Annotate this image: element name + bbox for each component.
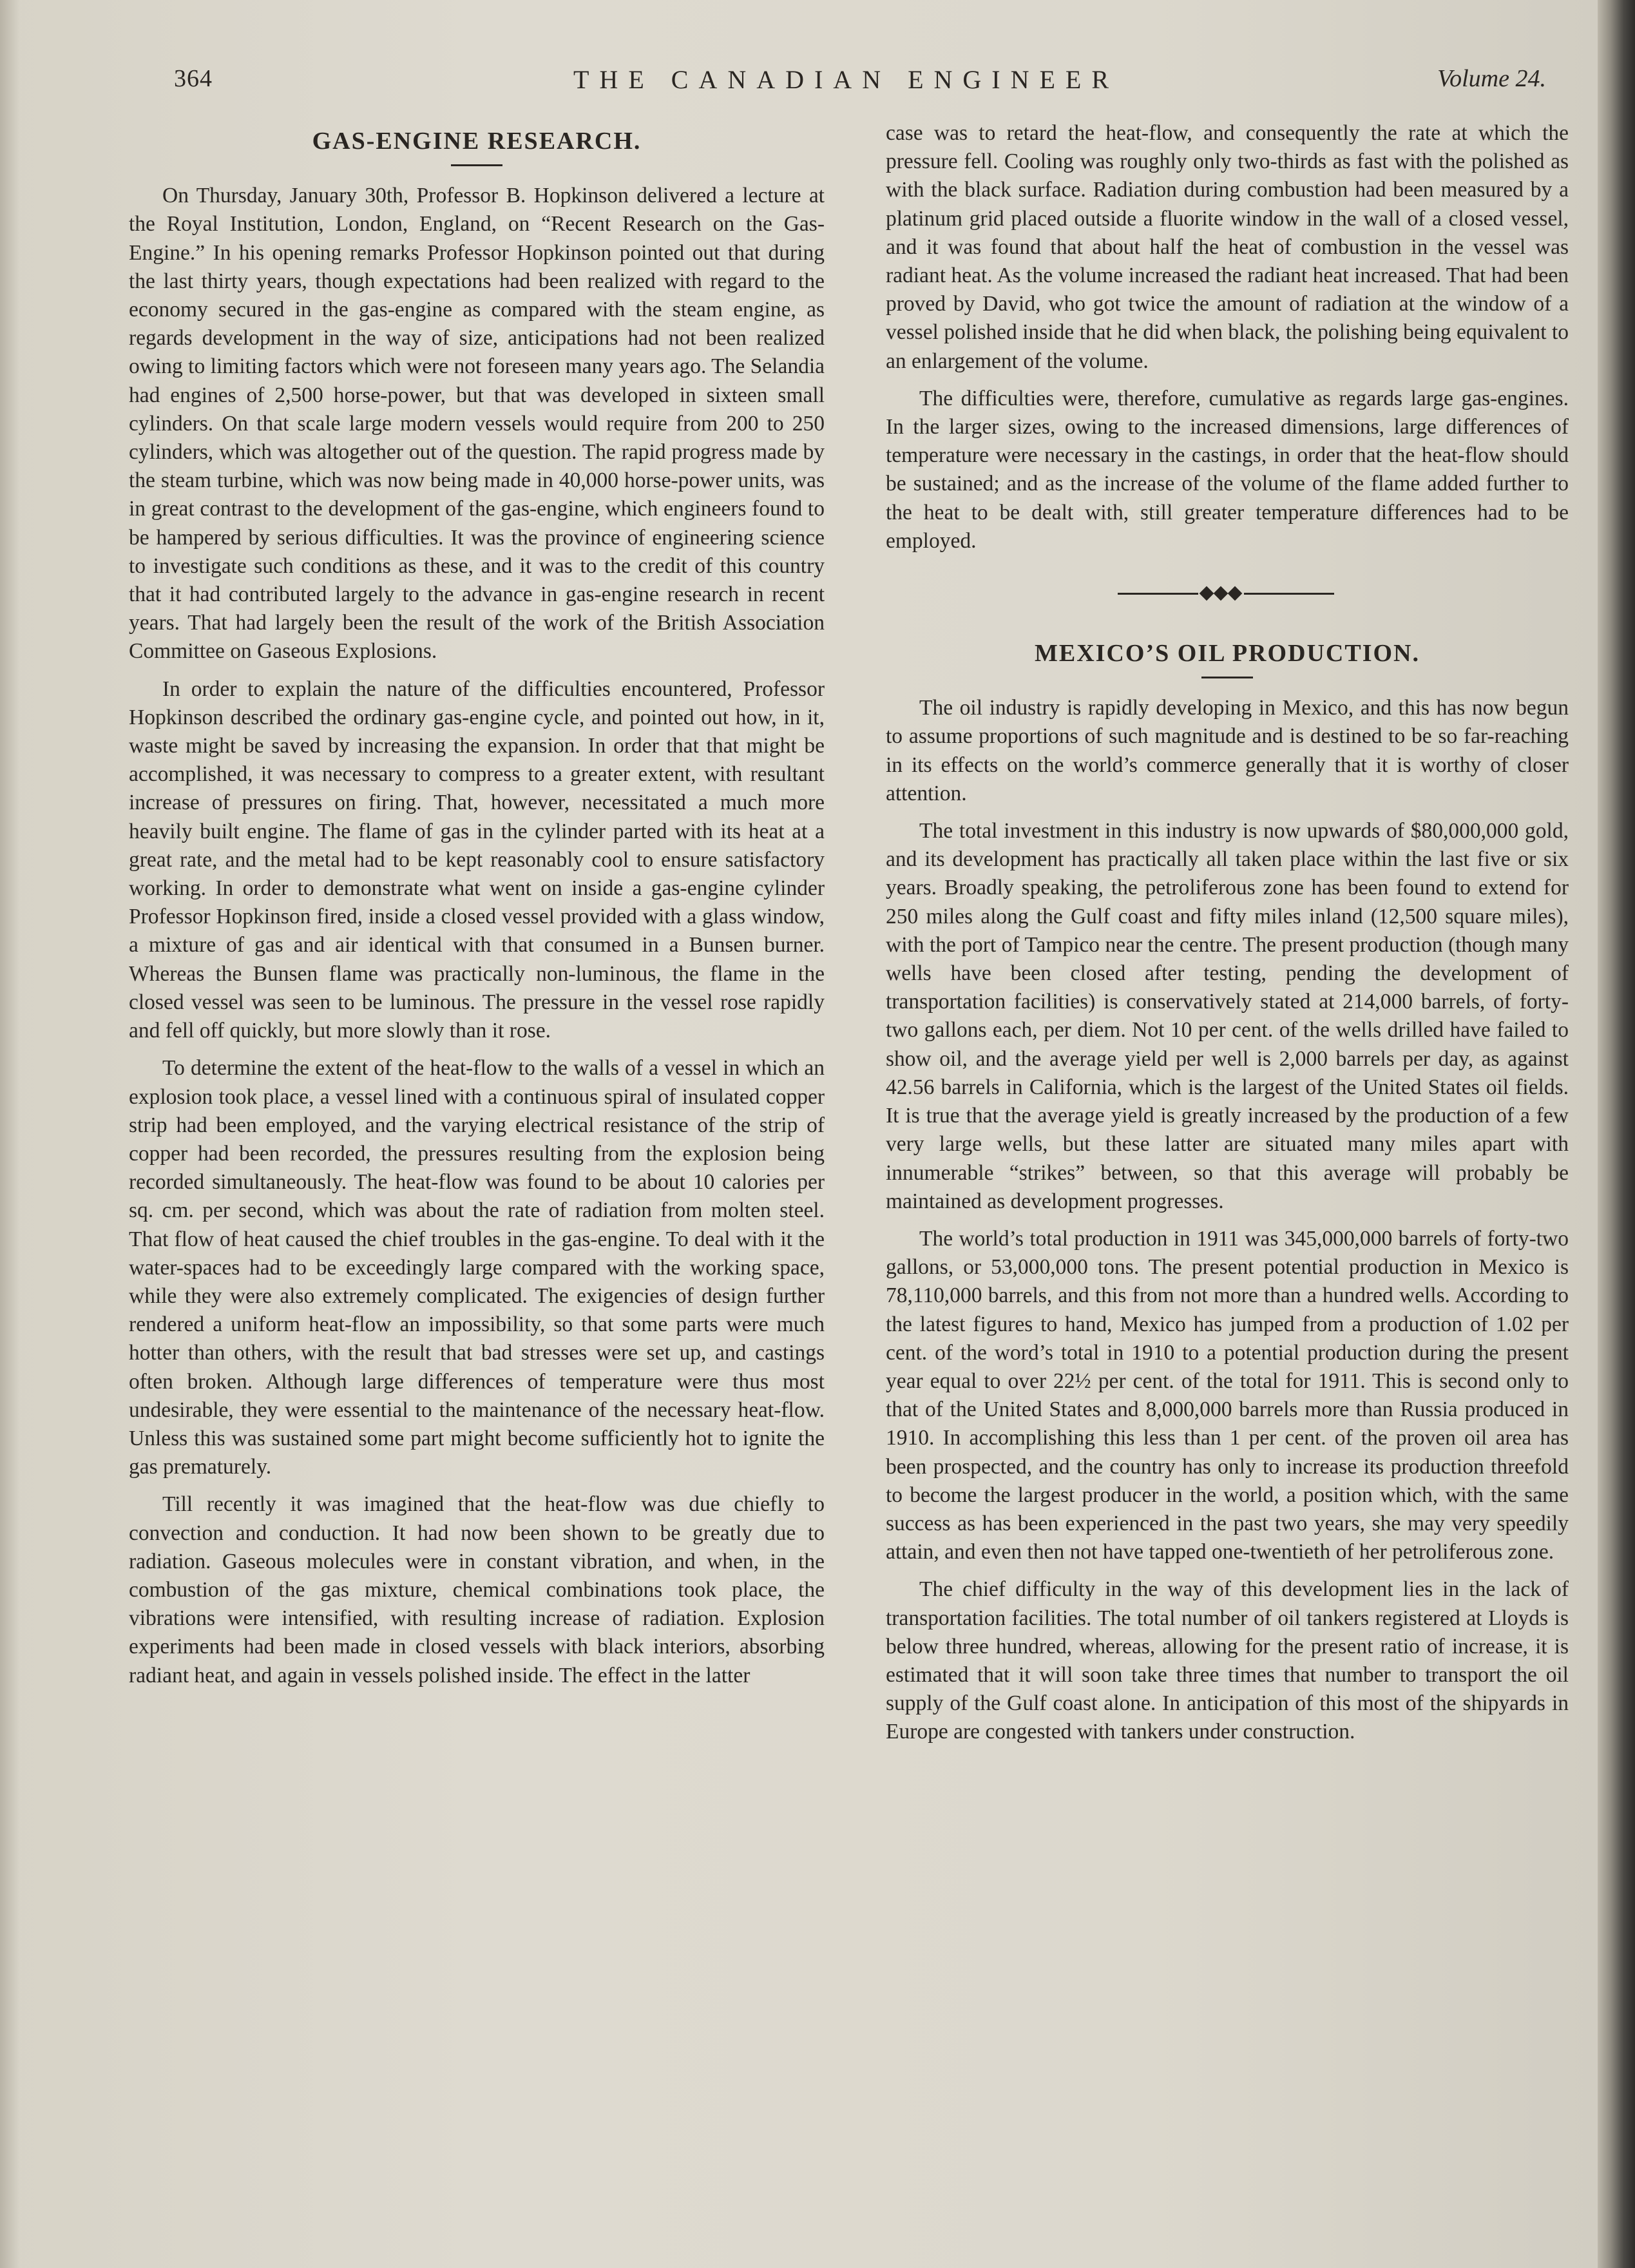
article2-paragraph-1: The oil industry is rapidly developing in Mexico, and this has now begun to assume proportions of such magnitude and is destined to be so far-reaching in its effects on the world’s commerce generally that it is worthy of closer attention. (886, 696, 1569, 805)
article2-paragraph-4: The chief difficulty in the way of this development lies in the lack of transportation facilities. The total number of oil tankers registered at Lloyds is below three hundred, whereas, allowing for the present ratio of increase, it is estimated that it will soon take three times that number to transport the oil supply of the Gulf coast alone. In anticipation of this most of the shipyards in Europe are congested with tankers under construction. (886, 1577, 1569, 1744)
page-edge-shadow (1598, 0, 1635, 2268)
page-number: 364 (174, 65, 213, 92)
title-rule (1201, 677, 1253, 678)
article2-paragraph-3: The world’s total production in 1911 was 345,000,000 barrels of forty-two gallons, or 53,000,000 tons. The present potential production in Mexico is 78,110,000 barrels, and this from not more than a hundred wells. According to the latest figures to hand, Mexico has jumped from a production of 1.02 per cent. of the word’s total in 1910 to a potential production during the present year equal to over 22½ per cent. of the total for 1911. This is second only to that of the United States and 8,000,000 barrels more than Russia produced in 1910. In accomplishing this less than 1 per cent. of the proven oil area has been prospected, and the country has only to increase its production threefold to become the largest producer in the world, a position which, with the same success as has been experienced in the past two years, she may very speedily attain, and even then not have tapped one-twentieth of her petroliferous zone. (886, 1226, 1569, 1564)
article1-continuation-2: The difficulties were, therefore, cumulative as regards large gas-engines. In the larger sizes, owing to the increased dimensions, large differences of temperature were necessary in the castings, in order that the heat-flow should be sustained; and as the increase of the volume of the flame added further to the heat to be dealt with, still greater temperature differences had to be employed. (886, 386, 1569, 553)
section-divider-ornament (886, 581, 1569, 607)
article1-paragraph-4: Till recently it was imagined that the heat-flow was due chiefly to convection and conduction. It had now been shown to be greatly due to radiation. Gaseous molecules were in constant vibration, and when, in the combustion of the gas mixture, chemical combinations took place, the vibrations were intensified, with resulting increase of radiation. Explosion experiments had been made in closed vessels with black interiors, absorbing radiant heat, and again in vessels polished inside. The effect in the latter (129, 1492, 825, 1687)
running-header (174, 64, 1546, 103)
article1-paragraph-1: On Thursday, January 30th, Professor B. Hopkinson delivered a lecture at the Royal Institution, London, England, on “Recent Research on the Gas-Engine.” In his opening remarks Professor Hopkinson pointed out that during the last thirty years, though expectations had been realized with regard to the economy secured in the gas-engine as compared with the steam engine, as regards development in the way of size, anticipations had not been realized owing to limiting factors which were not foreseen many years ago. The Selandia had engines of 2,500 horse-power, but that was developed in sixteen small cylinders. On that scale large modern vessels would require from 200 to 250 cylinders, which was altogether out of the question. The rapid progress made by the steam turbine, which was now being made in 40,000 horse-power units, was in great contrast to the development of the gas-engine, which engineers found to be hampered by serious difficulties. It was the province of engineering science to investigate such conditions as these, and it was to the credit of this country that it had contributed largely to the advance in gas-engine research in recent years. That had largely been the result of the work of the British Association Committee on Gaseous Explosions. (129, 184, 825, 664)
article2-paragraph-2: The total investment in this industry is now upwards of $80,000,000 gold, and its development has practically all taken place within the last five or six years. Broadly speaking, the petroliferous zone has been found to extend for 250 miles along the Gulf coast and fifty miles inland (12,500 square miles), with the port of Tampico near the centre. The present production (though many wells have been closed after testing, pending the development of transportation facilities) is conservatively stated at 214,000 barrels, of forty-two gallons each, per diem. Not 10 per cent. of the wells drilled have failed to show oil, and the average yield per well is 2,000 barrels per day, as against 42.56 barrels in California, which is the largest of the United States oil fields. It is true that the average yield is greatly increased by the production of a few very large wells, but these latter are situated many miles apart with innumerable “strikes” between, so that this average will probably be maintained as development progresses. (886, 819, 1569, 1213)
article-title-mexico-oil: MEXICO’S OIL PRODUCTION. (1035, 640, 1420, 668)
journal-title: THE CANADIAN ENGINEER (573, 65, 1120, 94)
right-column (886, 119, 1569, 1756)
article-title-gas-engine: GAS-ENGINE RESEARCH. (312, 128, 642, 155)
article1-paragraph-2: In order to explain the nature of the difficulties encountered, Professor Hopkinson described the ordinary gas-engine cycle, and pointed out how, in it, waste might be saved by increasing the expansion. In order that that might be accomplished, it was necessary to compress to a greater extent, with resultant increase of pressures on firing. That, however, necessitated a much more heavily built engine. The flame of gas in the cylinder parted with its heat at a great rate, and the metal had to be kept reasonably cool to ensure satisfactory working. In order to demonstrate what went on inside a gas-engine cylinder Professor Hopkinson fired, inside a closed vessel provided with a glass window, a mixture of gas and air identical with that consumed in a Bunsen burner. Whereas the Bunsen flame was practically non-luminous, the flame in the closed vessel was seen to be luminous. The pressure in the vessel rose rapidly and fell off quickly, but more slowly than it rose. (129, 677, 825, 1043)
article1-paragraph-3: To determine the extent of the heat-flow to the walls of a vessel in which an explosion took place, a vessel lined with a continuous spiral of insulated copper strip had been employed, and the varying electrical resistance of the strip of copper had been recorded, the pressures resulting from the explosion being recorded simultaneously. The heat-flow was found to be about 10 calories per sq. cm. per second, which was about the rate of radiation from molten steel. That flow of heat caused the chief troubles in the gas-engine. To deal with it the water-spaces had to be exceedingly large compared with the working space, while they were also extremely complicated. The exigencies of design further rendered a uniform heat-flow an impossibility, so that some parts were much hotter than others, with the result that bad stresses were set up, and castings often broken. Although large differences of temperature were thus most undesirable, they were essential to the maintenance of the necessary heat-flow. Unless this was sustained some part might become sufficiently hot to ignite the gas prematurely. (129, 1056, 825, 1479)
left-column (129, 119, 825, 1699)
volume-label: Volume 24. (1437, 65, 1546, 92)
page-gutter (0, 0, 19, 2268)
title-rule (451, 164, 502, 166)
article1-continuation-1: case was to retard the heat-flow, and consequently the rate at which the pressure fell. Cooling was roughly only two-thirds as fast with the polished as with the black surface. Radiation during combustion had been measured by a platinum grid placed outside a fluorite window in the wall of a closed vessel, and it was found that about half the heat of combustion in the vessel was radiant heat. As the volume increased the radiant heat increased. That had been proved by David, who got twice the amount of radiation at the window of a vessel polished inside that he did when black, the polishing being equivalent to an enlargement of the volume. (886, 121, 1569, 373)
